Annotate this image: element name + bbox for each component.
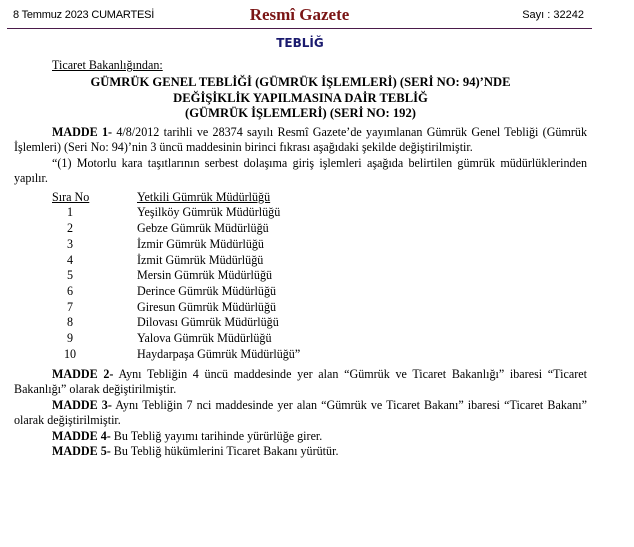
row-number: 6 (67, 284, 74, 298)
row-number: 5 (67, 268, 74, 283)
document-title (14, 75, 587, 122)
article-5-text: Bu Tebliğ hükümlerini Ticaret Bakanı yürütür. (110, 444, 339, 459)
office-name: Dilovası Gümrük Müdürlüğü (137, 315, 279, 330)
office-name: Derince Gümrük Müdürlüğü (137, 284, 277, 298)
gazette-header (7, 0, 592, 29)
document-title-line-2: DEĞİŞİKLİK YAPILMASINA DAİR TEBLİĞ (173, 90, 428, 105)
table-row (52, 347, 300, 363)
table-row (52, 300, 300, 316)
article-3 (14, 398, 587, 429)
row-number: 4 (67, 252, 74, 267)
office-name: Haydarpaşa Gümrük Müdürlüğü” (137, 346, 301, 361)
article-1-quote: “(1) Motorlu kara taşıtlarının serbest dolaşıma giriş işlemleri aşağıda belirtilen gümrük müdürlüklerinden yapılır. (14, 155, 587, 186)
row-number: 10 (64, 346, 77, 361)
office-name: İzmit Gümrük Müdürlüğü (137, 252, 264, 267)
article-3-label: MADDE 3- (52, 397, 112, 412)
table-row (52, 331, 300, 347)
header-office-name: Yetkili Gümrük Müdürlüğü (137, 189, 271, 204)
office-name: Gebze Gümrük Müdürlüğü (137, 221, 269, 236)
table-row (52, 205, 300, 221)
article-4 (14, 429, 587, 445)
document-body (14, 58, 587, 460)
remaining-articles (14, 367, 587, 460)
issue-date: 8 Temmuz 2023 CUMARTESİ (13, 9, 155, 21)
article-4-text: Bu Tebliğ yayımı tarihinde yürürlüğe girer. (110, 428, 323, 443)
article-2-label: MADDE 2- (52, 366, 114, 381)
issue-number: Sayı : 32242 (522, 9, 584, 21)
issuing-ministry: Ticaret Bakanlığından: (52, 58, 163, 72)
office-name: Giresun Gümrük Müdürlüğü (137, 299, 277, 314)
article-2-text: Aynı Tebliğin 4 üncü maddesinde yer alan “Gümrük ve Ticaret Bakanlığı” ibaresi “Ticaret Bakanlığı” olarak değiştirilmiştir. (14, 366, 587, 397)
gazette-title: Resmî Gazete (249, 5, 350, 24)
row-number: 7 (67, 299, 74, 314)
row-number: 9 (67, 331, 74, 346)
row-number: 1 (67, 205, 74, 220)
article-1-label: MADDE 1- (52, 124, 113, 139)
document-title-line-1: GÜMRÜK GENEL TEBLİĞİ (GÜMRÜK İŞLEMLERİ) (SERİ NO: 94)’NDE (90, 75, 511, 89)
article-5-label: MADDE 5- (52, 444, 111, 459)
article-1-text: 4/8/2012 tarihli ve 28374 sayılı Resmî Gazete’de yayımlanan Gümrük Genel Tebliği (Gümrük İşlemleri) (Seri No: 94)’nin 3 üncü maddesinin birinci fıkrası aşağıdaki şekilde değiştirilmiştir. (14, 124, 588, 155)
table-row (52, 253, 300, 269)
article-4-label: MADDE 4- (52, 428, 111, 443)
office-name: İzmir Gümrük Müdürlüğü (137, 236, 264, 251)
office-name: Mersin Gümrük Müdürlüğü (137, 268, 273, 283)
header-sira-no: Sıra No (52, 189, 90, 204)
table-row (52, 284, 300, 300)
office-name: Yeşilköy Gümrük Müdürlüğü (137, 205, 281, 220)
row-number: 8 (67, 315, 74, 330)
article-5 (14, 444, 587, 460)
table-row (52, 268, 300, 284)
office-name: Yalova Gümrük Müdürlüğü (137, 331, 272, 346)
article-3-text: Aynı Tebliğin 7 nci maddesinde yer alan “Gümrük ve Ticaret Bakanı” ibaresi “Ticaret Bakanı” olarak değiştirilmiştir. (14, 397, 588, 428)
row-number: 2 (67, 221, 74, 236)
row-number: 3 (67, 236, 74, 251)
section-title: TEBLİĞ (276, 36, 324, 50)
table-header-row (52, 190, 300, 206)
table-row (52, 315, 300, 331)
article-1 (14, 125, 587, 156)
table-row (52, 221, 300, 237)
table-row (52, 237, 300, 253)
document-title-line-3: (GÜMRÜK İŞLEMLERİ) (SERİ NO: 192) (185, 106, 416, 121)
article-2 (14, 367, 587, 398)
customs-offices-table (52, 190, 300, 363)
